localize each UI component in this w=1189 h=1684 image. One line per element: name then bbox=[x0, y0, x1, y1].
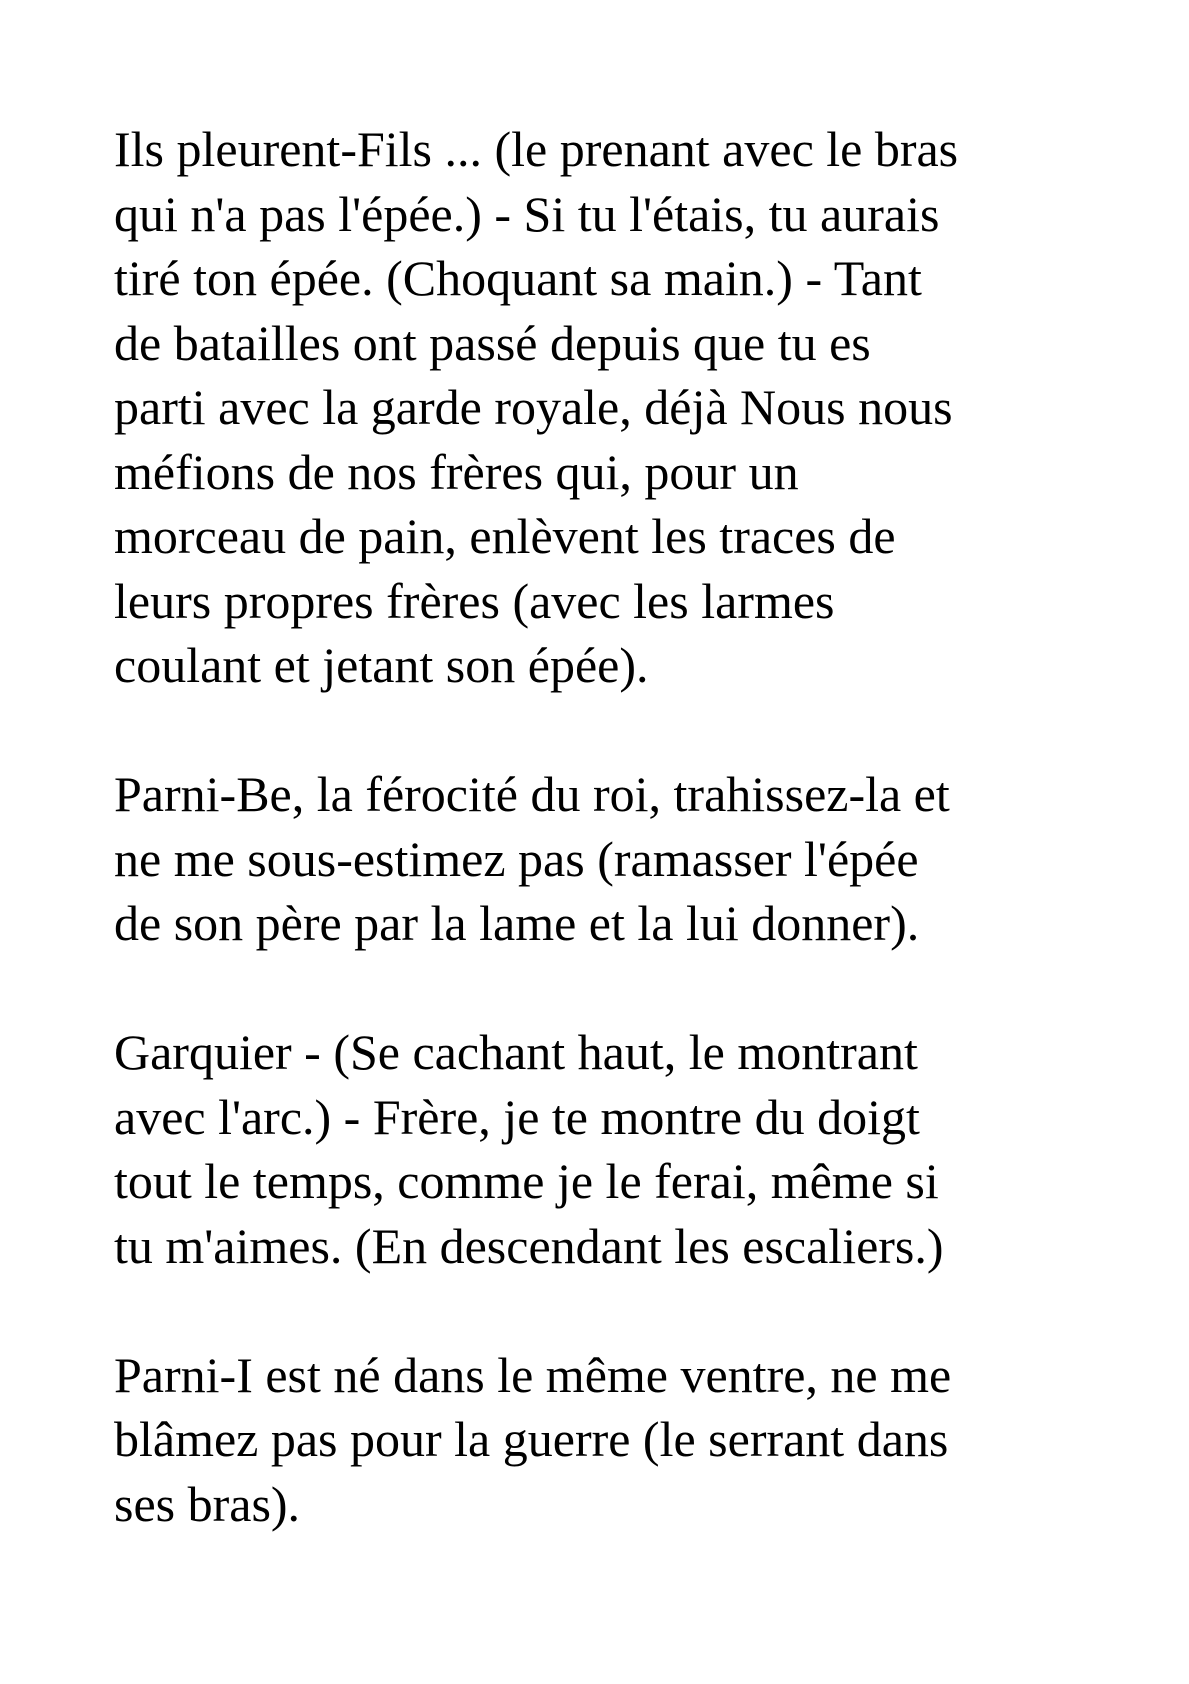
text-line: blâmez pas pour la guerre (le serrant dans bbox=[114, 1411, 949, 1467]
text-line: tu m'aimes. (En descendant les escaliers.) bbox=[114, 1217, 944, 1274]
text-line: ne me sous-estimez pas (ramasser l'épée bbox=[114, 830, 919, 887]
text-line: Parni-Be, la férocité du roi, trahissez-la et bbox=[114, 766, 950, 822]
text-line: Ils pleurent-Fils ... (le prenant avec le bras bbox=[114, 121, 959, 177]
text-line: de batailles ont passé depuis que tu es bbox=[114, 314, 871, 371]
paragraph-garquier bbox=[114, 1020, 1114, 1278]
text-line: tiré ton épée. (Choquant sa main.) - Tant bbox=[114, 250, 922, 306]
text-line: coulant et jetant son épée). bbox=[114, 637, 649, 693]
text-line: ses bras). bbox=[114, 1475, 301, 1532]
text-line: Parni-I est né dans le même ventre, ne me bbox=[114, 1346, 952, 1403]
text-line: qui n'a pas l'épée.) - Si tu l'étais, tu aurais bbox=[114, 185, 940, 242]
text-line: tout le temps, comme je le ferai, même si bbox=[114, 1153, 939, 1209]
text-line: parti avec la garde royale, déjà Nous nous bbox=[114, 379, 953, 435]
text-line: méfions de nos frères qui, pour un bbox=[114, 443, 799, 500]
text-line: leurs propres frères (avec les larmes bbox=[114, 572, 835, 629]
paragraph-parni-be bbox=[114, 762, 1114, 956]
text-line: morceau de pain, enlèvent les traces de bbox=[114, 508, 896, 564]
paragraph-fils bbox=[114, 117, 1114, 698]
text-line: Garquier - (Se cachant haut, le montrant bbox=[114, 1024, 918, 1080]
text-line: de son père par la lame et la lui donner). bbox=[114, 895, 920, 951]
document-body bbox=[114, 117, 1114, 1601]
text-line: avec l'arc.) - Frère, je te montre du doigt bbox=[114, 1088, 920, 1145]
paragraph-parni-i bbox=[114, 1343, 1114, 1537]
